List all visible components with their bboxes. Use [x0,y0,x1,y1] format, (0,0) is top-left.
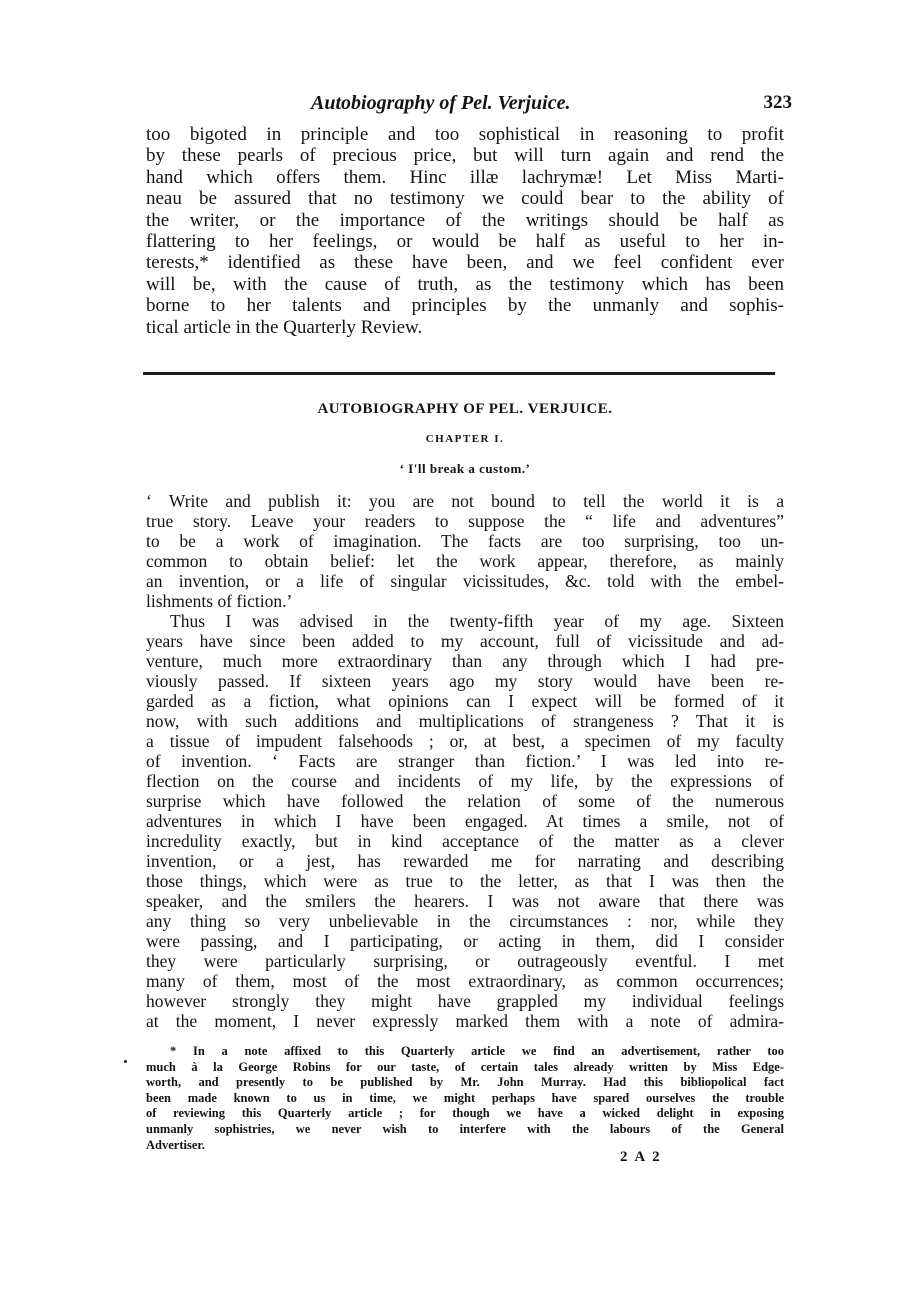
footnote-line: Advertiser. [146,1137,205,1152]
text-line: surprise which have followed the relation of some of the numerous [146,791,784,811]
footnote-line: been made known to us in time, we might perhaps have spared ourselves the trouble [146,1090,784,1105]
text-line: now, with such additions and multiplications of strangeness ? That it is [146,711,784,731]
text-line: invention, or a jest, has rewarded me for narrating and describing [146,851,784,871]
footnote-line: worth, and presently to be published by Mr. John Murray. Had this bibliopolical fact [146,1075,784,1090]
text-line: adventures in which I have been engaged. At times a smile, not of [146,811,784,831]
closing-paragraph [146,124,784,338]
text-line: flattering to her feelings, or would be half as useful to her in- [146,231,784,253]
chapter-body [146,491,784,1031]
footnote [146,1044,784,1153]
text-line: to be a work of imagination. The facts are too surprising, too un- [146,531,784,551]
footnote-line: unmanly sophistries, we never wish to interfere with the labours of the General [146,1121,784,1136]
page-number: 323 [763,92,792,113]
epigraph: ‘ I'll break a custom.’ [399,461,531,476]
margin-mark [124,1060,127,1063]
text-line: Thus I was advised in the twenty-fifth year of my age. Sixteen [170,611,784,631]
text-line: an invention, or a life of singular vicissitudes, &c. told with the embel- [146,571,784,591]
text-line: venture, much more extraordinary than any through which I had pre- [146,651,784,671]
signature-mark: 2 A 2 [620,1149,662,1165]
text-line: will be, with the cause of truth, as the testimony which has been [146,273,784,295]
text-line: ‘ Write and publish it: you are not bound to tell the world it is a [146,491,784,511]
text-line: by these pearls of precious price, but will turn again and rend the [146,145,784,167]
footnote-line: of reviewing this Quarterly article ; for though we have a wicked delight in exposing [146,1106,784,1121]
text-line: hand which offers them. Hinc illæ lachrymæ! Let Miss Marti- [146,166,784,188]
running-title: Autobiography of Pel. Verjuice. [311,92,571,114]
footnote-line: * In a note affixed to this Quarterly article we find an advertisement, rather too [170,1044,784,1058]
text-line: speaker, and the smilers the hearers. I was not aware that there was [146,891,784,911]
text-line: neau be assured that no testimony we could bear to the ability of [146,188,784,210]
text-line: incredulity exactly, but in kind acceptance of the matter as a clever [146,831,784,851]
text-line: a tissue of impudent falsehoods ; or, at best, a specimen of my faculty [146,731,784,751]
article-title: AUTOBIOGRAPHY OF PEL. VERJUICE. [317,401,613,417]
text-line: lishments of fiction.’ [146,591,293,611]
text-line: of invention. ‘ Facts are stranger than fiction.’ I was led into re- [146,751,784,771]
text-line: any thing so very unbelievable in the circumstances : nor, while they [146,911,784,931]
chapter-heading: CHAPTER I. [425,433,505,445]
text-line: true story. Leave your readers to suppose the “ life and adventures” [146,511,784,531]
text-line: many of them, most of the most extraordinary, as common occurrences; [146,971,784,991]
text-line: were passing, and I participating, or acting in them, did I consider [146,931,784,951]
text-line: borne to her talents and principles by the unmanly and sophis- [146,295,784,317]
footnote-line: much à la George Robins for our taste, of certain tales already written by Miss Edge- [146,1059,784,1074]
text-line: they were particularly surprising, or outrageously eventful. I met [146,951,784,971]
text-line: those things, which were as true to the letter, as that I was then the [146,871,784,891]
text-line: the writer, or the importance of the writings should be half as [146,209,784,231]
text-line: viously passed. If sixteen years ago my story would have been re- [146,671,784,691]
text-line: too bigoted in principle and too sophistical in reasoning to profit [146,124,784,145]
text-line: common to obtain belief: let the work appear, therefore, as mainly [146,551,784,571]
text-line: tical article in the Quarterly Review. [146,316,423,338]
text-line: years have since been added to my account, full of vicissitude and ad- [146,631,784,651]
text-line: garded as a fiction, what opinions can I expect will be formed of it [146,691,784,711]
section-divider [143,372,775,375]
text-line: at the moment, I never expressly marked them with a note of admira- [146,1011,784,1031]
running-head [146,92,792,118]
text-line: terests,* identified as these have been, and we feel confident ever [146,252,784,274]
text-line: however strongly they might have grappled my individual feelings [146,991,784,1011]
text-line: flection on the course and incidents of my life, by the expressions of [146,771,784,791]
